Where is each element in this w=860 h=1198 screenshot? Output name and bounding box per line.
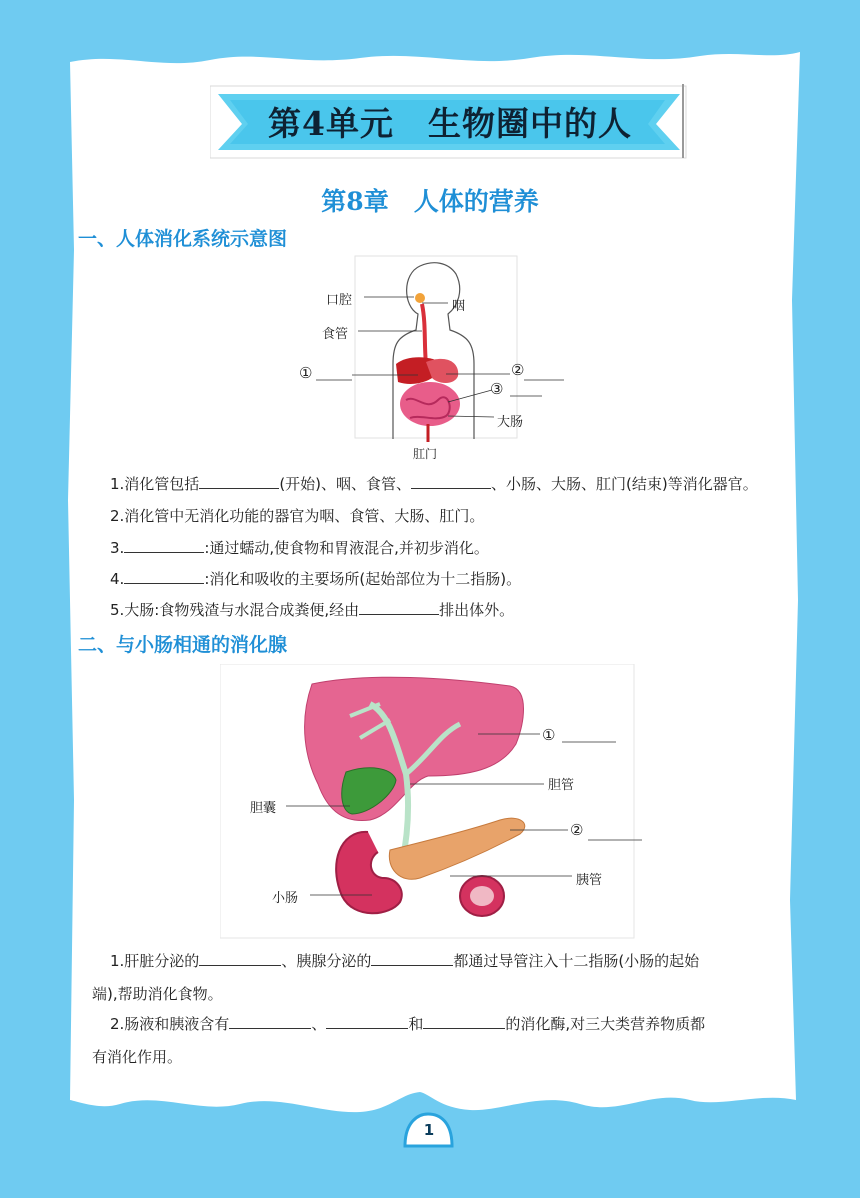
label-gallbladder: 胆囊 [250, 801, 277, 816]
label-pancreatic-duct: 胰管 [576, 873, 603, 888]
unit-title: 第4单元 生物圈中的人 [268, 103, 632, 143]
label-esophagus: 食管 [322, 327, 349, 342]
answer-blank[interactable] [371, 947, 453, 966]
section2-heading: 二、与小肠相通的消化腺 [78, 634, 288, 656]
label-marker-2: ② [511, 361, 525, 379]
answer-blank[interactable] [326, 1010, 408, 1029]
item-1-2: 2.消化管中无消化功能的器官为咽、食管、大肠、肛门。 [110, 507, 485, 525]
item-1-5: 5.大肠:食物残渣与水混合成粪便,经由 排出体外。 [110, 594, 800, 627]
label-marker-2: ② [570, 821, 584, 839]
item-1-4: 4. :消化和吸收的主要场所(起始部位为十二指肠)。 [110, 563, 800, 596]
item-2-1: 1.肝脏分泌的 、胰腺分泌的 都通过导管注入十二指肠(小肠的起始 端),帮助消化食物。 [92, 945, 800, 1011]
label-large-intestine: 大肠 [497, 415, 524, 430]
label-small-intestine: 小肠 [272, 891, 299, 906]
answer-blank[interactable] [124, 534, 204, 553]
label-mouth: 口腔 [326, 293, 353, 308]
label-anus: 肛门 [413, 447, 438, 461]
item-1-1: 1.消化管包括 (开始)、咽、食管、 、小肠、大肠、肛门(结束)等消化器官。 [110, 468, 800, 501]
answer-blank[interactable] [199, 470, 279, 489]
answer-blank[interactable] [229, 1010, 311, 1029]
label-pharynx: 咽 [452, 299, 466, 314]
label-marker-1: ① [299, 364, 313, 382]
page-number: 1 [423, 1121, 435, 1139]
item-1-3: 3. :通过蠕动,使食物和胃液混合,并初步消化。 [110, 532, 800, 565]
label-bile-duct: 胆管 [548, 778, 575, 793]
chapter-title: 第8章 人体的营养 [321, 187, 539, 216]
pharynx-shape [415, 293, 425, 303]
answer-blank[interactable] [359, 596, 439, 615]
item-2-2: 2.肠液和胰液含有 、 和 的消化酶,对三大类营养物质都 有消化作用。 [92, 1008, 800, 1074]
answer-blank[interactable] [423, 1010, 505, 1029]
digestive-system-figure [298, 254, 578, 464]
label-marker-3: ③ [490, 380, 504, 398]
answer-blank[interactable] [199, 947, 281, 966]
label-marker-1: ① [542, 726, 556, 744]
answer-blank[interactable] [124, 565, 204, 584]
answer-blank[interactable] [411, 470, 491, 489]
section1-heading: 一、人体消化系统示意图 [78, 228, 288, 250]
